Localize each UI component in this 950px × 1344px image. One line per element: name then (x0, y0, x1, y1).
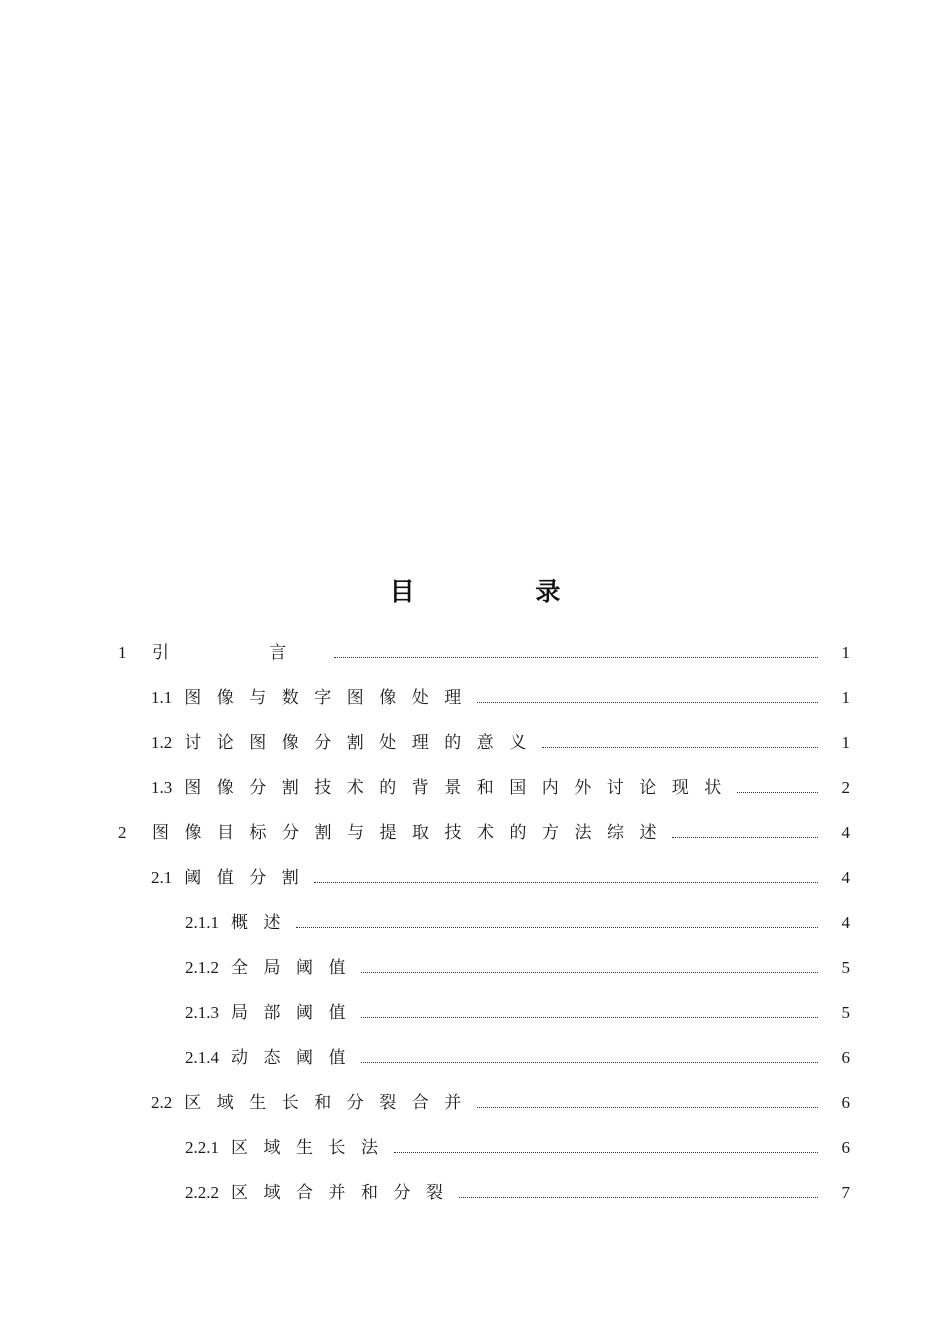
dot-leader (296, 926, 818, 928)
toc-entry-title: 阈值分割 (184, 868, 315, 887)
toc-entry-page-number: 4 (841, 868, 850, 887)
toc-entry-number: 2.2.1 (185, 1138, 219, 1157)
toc-entry[interactable] (118, 765, 850, 810)
table-of-contents (118, 630, 850, 1215)
toc-entry[interactable] (118, 675, 850, 720)
toc-entry-title: 区域生长法 (231, 1138, 394, 1157)
dot-leader (477, 1106, 818, 1108)
toc-entry-title: 讨论图像分割处理的意义 (184, 733, 542, 752)
toc-entry-title: 全局阈值 (231, 958, 361, 977)
toc-entry-page-number: 1 (841, 733, 850, 752)
toc-entry-title: 区域生长和分裂合并 (184, 1093, 477, 1112)
toc-entry-title: 图像分割技术的背景和国内外讨论现状 (184, 778, 737, 797)
toc-entry-page-number: 4 (841, 823, 850, 842)
toc-entry-title: 图像与数字图像处理 (184, 688, 477, 707)
dot-leader (314, 881, 818, 883)
toc-entry-title: 概述 (231, 913, 296, 932)
toc-entry[interactable] (118, 990, 850, 1035)
toc-entry[interactable] (118, 900, 850, 945)
toc-entry-number: 2.1.4 (185, 1048, 219, 1067)
toc-entry-page-number: 6 (841, 1093, 850, 1112)
toc-entry-page-number: 5 (841, 1003, 850, 1022)
toc-entry-page-number: 1 (841, 688, 850, 707)
toc-entry-page-number: 4 (841, 913, 850, 932)
dot-leader (361, 1016, 818, 1018)
dot-leader (394, 1151, 819, 1153)
toc-entry-page-number: 1 (841, 643, 850, 662)
toc-entry-title: 图像目标分割与提取技术的方法综述 (152, 823, 672, 842)
toc-entry-number: 1.2 (151, 733, 173, 752)
dot-leader (672, 836, 818, 838)
toc-entry[interactable] (118, 810, 850, 855)
toc-entry[interactable] (118, 855, 850, 900)
toc-entry[interactable] (118, 720, 850, 765)
toc-entry-page-number: 5 (841, 958, 850, 977)
dot-leader (459, 1196, 819, 1198)
toc-entry[interactable] (118, 1170, 850, 1215)
toc-entry-title: 动态阈值 (231, 1048, 361, 1067)
toc-entry-number: 2 (118, 823, 127, 842)
dot-leader (542, 746, 818, 748)
toc-entry-number: 2.1.3 (185, 1003, 219, 1022)
toc-entry[interactable] (118, 945, 850, 990)
dot-leader (334, 656, 818, 658)
toc-entry[interactable] (118, 630, 850, 675)
toc-entry-number: 2.2 (151, 1093, 173, 1112)
toc-entry-title: 区域合并和分裂 (231, 1183, 459, 1202)
toc-entry-title: 局部阈值 (231, 1003, 361, 1022)
toc-entry[interactable] (118, 1125, 850, 1170)
toc-title: 目 录 (389, 577, 617, 606)
toc-entry-page-number: 6 (841, 1138, 850, 1157)
toc-entry-number: 1 (118, 643, 127, 662)
toc-entry-title: 引 言 (152, 643, 335, 662)
toc-entry-number: 1.3 (151, 778, 173, 797)
toc-entry-page-number: 7 (841, 1183, 850, 1202)
toc-entry[interactable] (118, 1035, 850, 1080)
toc-entry-number: 2.1 (151, 868, 173, 887)
dot-leader (361, 1061, 818, 1063)
dot-leader (361, 971, 818, 973)
toc-entry-number: 2.2.2 (185, 1183, 219, 1202)
toc-entry-number: 2.1.2 (185, 958, 219, 977)
toc-entry[interactable] (118, 1080, 850, 1125)
toc-entry-number: 2.1.1 (185, 913, 219, 932)
toc-entry-page-number: 6 (841, 1048, 850, 1067)
toc-entry-number: 1.1 (151, 688, 173, 707)
dot-leader (477, 701, 818, 703)
toc-entry-page-number: 2 (841, 778, 850, 797)
dot-leader (737, 791, 818, 793)
